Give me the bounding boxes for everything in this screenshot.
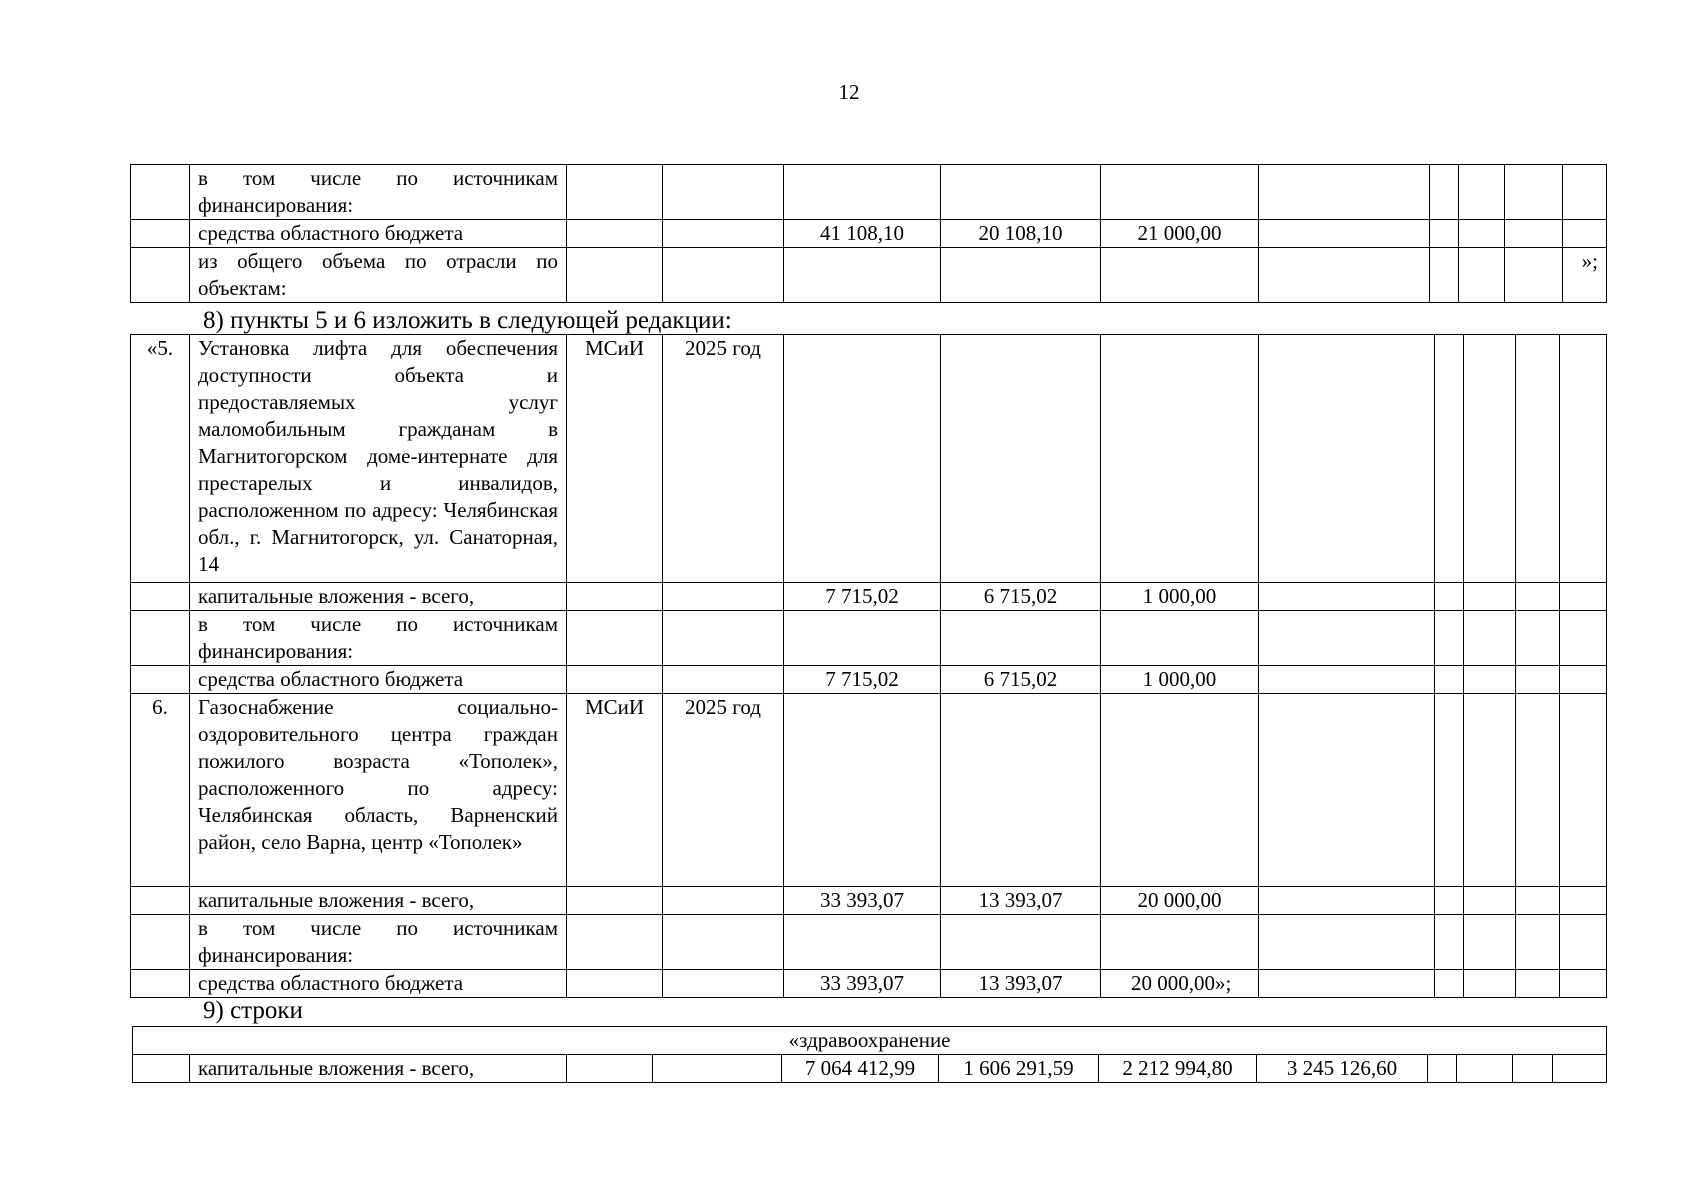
row-number — [131, 970, 190, 998]
amount-year-1: 1 606 291,59 — [939, 1055, 1099, 1083]
amount-total: 7 064 412,99 — [782, 1055, 939, 1083]
table-row — [131, 611, 1607, 666]
amount-year-2 — [1101, 611, 1259, 666]
empty-cell — [1516, 666, 1560, 694]
empty-cell — [1560, 915, 1607, 970]
row-number — [131, 220, 190, 248]
amount-year-1 — [941, 611, 1101, 666]
amount-year-3 — [1259, 165, 1430, 220]
closing-quote — [1563, 220, 1607, 248]
empty-cell — [1513, 1055, 1553, 1083]
amount-year-3 — [1259, 970, 1435, 998]
row-number — [131, 666, 190, 694]
table-row — [131, 220, 1607, 248]
amount-year-1 — [941, 165, 1101, 220]
period-cell — [663, 611, 784, 666]
row-description: в том числе по источникам финансирования: — [190, 611, 567, 666]
empty-cell — [1435, 887, 1464, 915]
amount-year-2: 21 000,00 — [1101, 220, 1259, 248]
empty-cell — [1464, 666, 1516, 694]
amount-year-2 — [1101, 915, 1259, 970]
amount-total: 7 715,02 — [784, 583, 941, 611]
empty-cell — [1435, 970, 1464, 998]
row-description: средства областного бюджета — [190, 970, 567, 998]
row-description: в том числе по источникам финансирования: — [190, 165, 567, 220]
empty-cell — [1505, 165, 1563, 220]
empty-cell — [1560, 583, 1607, 611]
row-number — [131, 915, 190, 970]
amount-year-1: 13 393,07 — [941, 887, 1101, 915]
empty-cell — [1430, 220, 1459, 248]
amount-year-3 — [1259, 887, 1435, 915]
empty-cell — [1560, 335, 1607, 583]
amount-total: 33 393,07 — [784, 887, 941, 915]
period-cell: 2025 год — [663, 694, 784, 887]
table-row — [131, 887, 1607, 915]
amount-total: 41 108,10 — [784, 220, 941, 248]
period-cell — [663, 583, 784, 611]
amount-total — [784, 611, 941, 666]
empty-cell — [1516, 970, 1560, 998]
amount-year-2 — [1101, 694, 1259, 887]
period-cell — [663, 970, 784, 998]
amount-total — [784, 165, 941, 220]
empty-cell — [1457, 1055, 1513, 1083]
empty-cell — [1560, 970, 1607, 998]
empty-cell — [1459, 220, 1505, 248]
empty-cell — [1435, 335, 1464, 583]
empty-cell — [1459, 165, 1505, 220]
amount-year-2: 20 000,00»; — [1101, 970, 1259, 998]
period-cell — [663, 666, 784, 694]
amount-year-3 — [1259, 583, 1435, 611]
row-description: средства областного бюджета — [190, 220, 567, 248]
empty-cell — [1428, 1055, 1457, 1083]
row-number — [131, 165, 190, 220]
responsible-cell — [567, 220, 663, 248]
table-row — [131, 666, 1607, 694]
empty-cell — [1516, 694, 1560, 887]
table-row — [131, 694, 1607, 887]
empty-cell — [1560, 611, 1607, 666]
table-row — [131, 583, 1607, 611]
empty-cell — [1505, 220, 1563, 248]
empty-cell — [1464, 970, 1516, 998]
amount-year-2: 2 212 994,80 — [1099, 1055, 1257, 1083]
table-healthcare — [132, 1026, 1607, 1083]
empty-cell — [1553, 1055, 1607, 1083]
table-row — [131, 165, 1607, 220]
amount-year-3: 3 245 126,60 — [1257, 1055, 1428, 1083]
row-number — [131, 887, 190, 915]
row-description: Установка лифта для обеспечения доступности объекта и предоставляемых услуг маломобильным гражданам в Магнитогорском доме-интернате для престарелых и инвалидов, расположенном по адресу: Челябинская обл., г. Магнитогорск, ул. Санаторная, 14 — [190, 335, 567, 583]
amount-year-3 — [1259, 666, 1435, 694]
row-description: средства областного бюджета — [190, 666, 567, 694]
empty-cell — [1435, 583, 1464, 611]
responsible-cell — [567, 915, 663, 970]
table-section-row — [133, 1027, 1607, 1055]
amount-year-2: 20 000,00 — [1101, 887, 1259, 915]
empty-cell — [1516, 335, 1560, 583]
amount-total: 33 393,07 — [784, 970, 941, 998]
amount-year-2: 1 000,00 — [1101, 583, 1259, 611]
empty-cell — [1560, 666, 1607, 694]
empty-cell — [1516, 887, 1560, 915]
amount-total — [784, 248, 941, 303]
amount-year-3 — [1259, 248, 1430, 303]
responsible-cell: МСиИ — [567, 335, 663, 583]
period-cell — [663, 248, 784, 303]
empty-cell — [1430, 165, 1459, 220]
closing-quote — [1563, 165, 1607, 220]
empty-cell — [1464, 887, 1516, 915]
empty-cell — [1435, 666, 1464, 694]
empty-cell — [1505, 248, 1563, 303]
amount-year-1: 6 715,02 — [941, 583, 1101, 611]
empty-cell — [1464, 694, 1516, 887]
empty-cell — [1464, 915, 1516, 970]
empty-cell — [1435, 611, 1464, 666]
empty-cell — [1435, 915, 1464, 970]
empty-cell — [1430, 248, 1459, 303]
amount-year-1 — [941, 248, 1101, 303]
empty-cell — [1459, 248, 1505, 303]
amount-year-1 — [941, 335, 1101, 583]
amount-total — [784, 694, 941, 887]
amount-year-3 — [1259, 220, 1430, 248]
table-row — [131, 248, 1607, 303]
amount-year-1: 13 393,07 — [941, 970, 1101, 998]
responsible-cell — [567, 887, 663, 915]
row-number: «5. — [131, 335, 190, 583]
amount-year-3 — [1259, 694, 1435, 887]
amount-year-1 — [941, 694, 1101, 887]
period-cell — [653, 1055, 782, 1083]
amount-year-1 — [941, 915, 1101, 970]
row-number — [131, 248, 190, 303]
section-heading-9: 9) строки — [203, 997, 303, 1024]
table-row — [131, 915, 1607, 970]
period-cell — [663, 915, 784, 970]
responsible-cell — [567, 248, 663, 303]
empty-cell — [1464, 335, 1516, 583]
period-cell — [663, 887, 784, 915]
amount-total: 7 715,02 — [784, 666, 941, 694]
empty-cell — [1516, 611, 1560, 666]
row-description: капитальные вложения - всего, — [190, 583, 567, 611]
amount-year-2: 1 000,00 — [1101, 666, 1259, 694]
row-description: Газоснабжение социально-оздоровительного центра граждан пожилого возраста «Тополек», расположенного по адресу: Челябинская область, Варненский район, село Варна, центр «Тополек» — [190, 694, 567, 887]
period-cell — [663, 220, 784, 248]
amount-year-3 — [1259, 335, 1435, 583]
page-number: 12 — [838, 80, 860, 104]
responsible-cell — [567, 1055, 653, 1083]
empty-cell — [1464, 611, 1516, 666]
row-description: в том числе по источникам финансирования: — [190, 915, 567, 970]
responsible-cell — [567, 970, 663, 998]
row-number — [133, 1055, 190, 1083]
period-cell — [663, 165, 784, 220]
empty-cell — [1560, 694, 1607, 887]
amount-year-1: 6 715,02 — [941, 666, 1101, 694]
row-number — [131, 583, 190, 611]
row-description: капитальные вложения - всего, — [190, 887, 567, 915]
amount-year-3 — [1259, 915, 1435, 970]
amount-year-2 — [1101, 248, 1259, 303]
empty-cell — [1516, 915, 1560, 970]
amount-year-1: 20 108,10 — [941, 220, 1101, 248]
row-description: из общего объема по отрасли по объектам: — [190, 248, 567, 303]
table-row — [131, 335, 1607, 583]
section-heading-8: 8) пункты 5 и 6 изложить в следующей редакции: — [203, 307, 732, 334]
table-row — [133, 1055, 1607, 1083]
table-items-5-6 — [130, 334, 1607, 998]
responsible-cell — [567, 583, 663, 611]
table-continuation — [130, 164, 1607, 303]
closing-quote: »; — [1563, 248, 1607, 303]
row-description: капитальные вложения - всего, — [190, 1055, 567, 1083]
table-row — [131, 970, 1607, 998]
amount-year-2 — [1101, 335, 1259, 583]
responsible-cell — [567, 611, 663, 666]
empty-cell — [1516, 583, 1560, 611]
amount-total — [784, 915, 941, 970]
amount-year-2 — [1101, 165, 1259, 220]
responsible-cell — [567, 165, 663, 220]
amount-year-3 — [1259, 611, 1435, 666]
empty-cell — [1560, 887, 1607, 915]
row-number — [131, 611, 190, 666]
amount-total — [784, 335, 941, 583]
period-cell: 2025 год — [663, 335, 784, 583]
responsible-cell: МСиИ — [567, 694, 663, 887]
row-number: 6. — [131, 694, 190, 887]
empty-cell — [1435, 694, 1464, 887]
empty-cell — [1464, 583, 1516, 611]
responsible-cell — [567, 666, 663, 694]
section-title: «здравоохранение — [133, 1027, 1607, 1055]
